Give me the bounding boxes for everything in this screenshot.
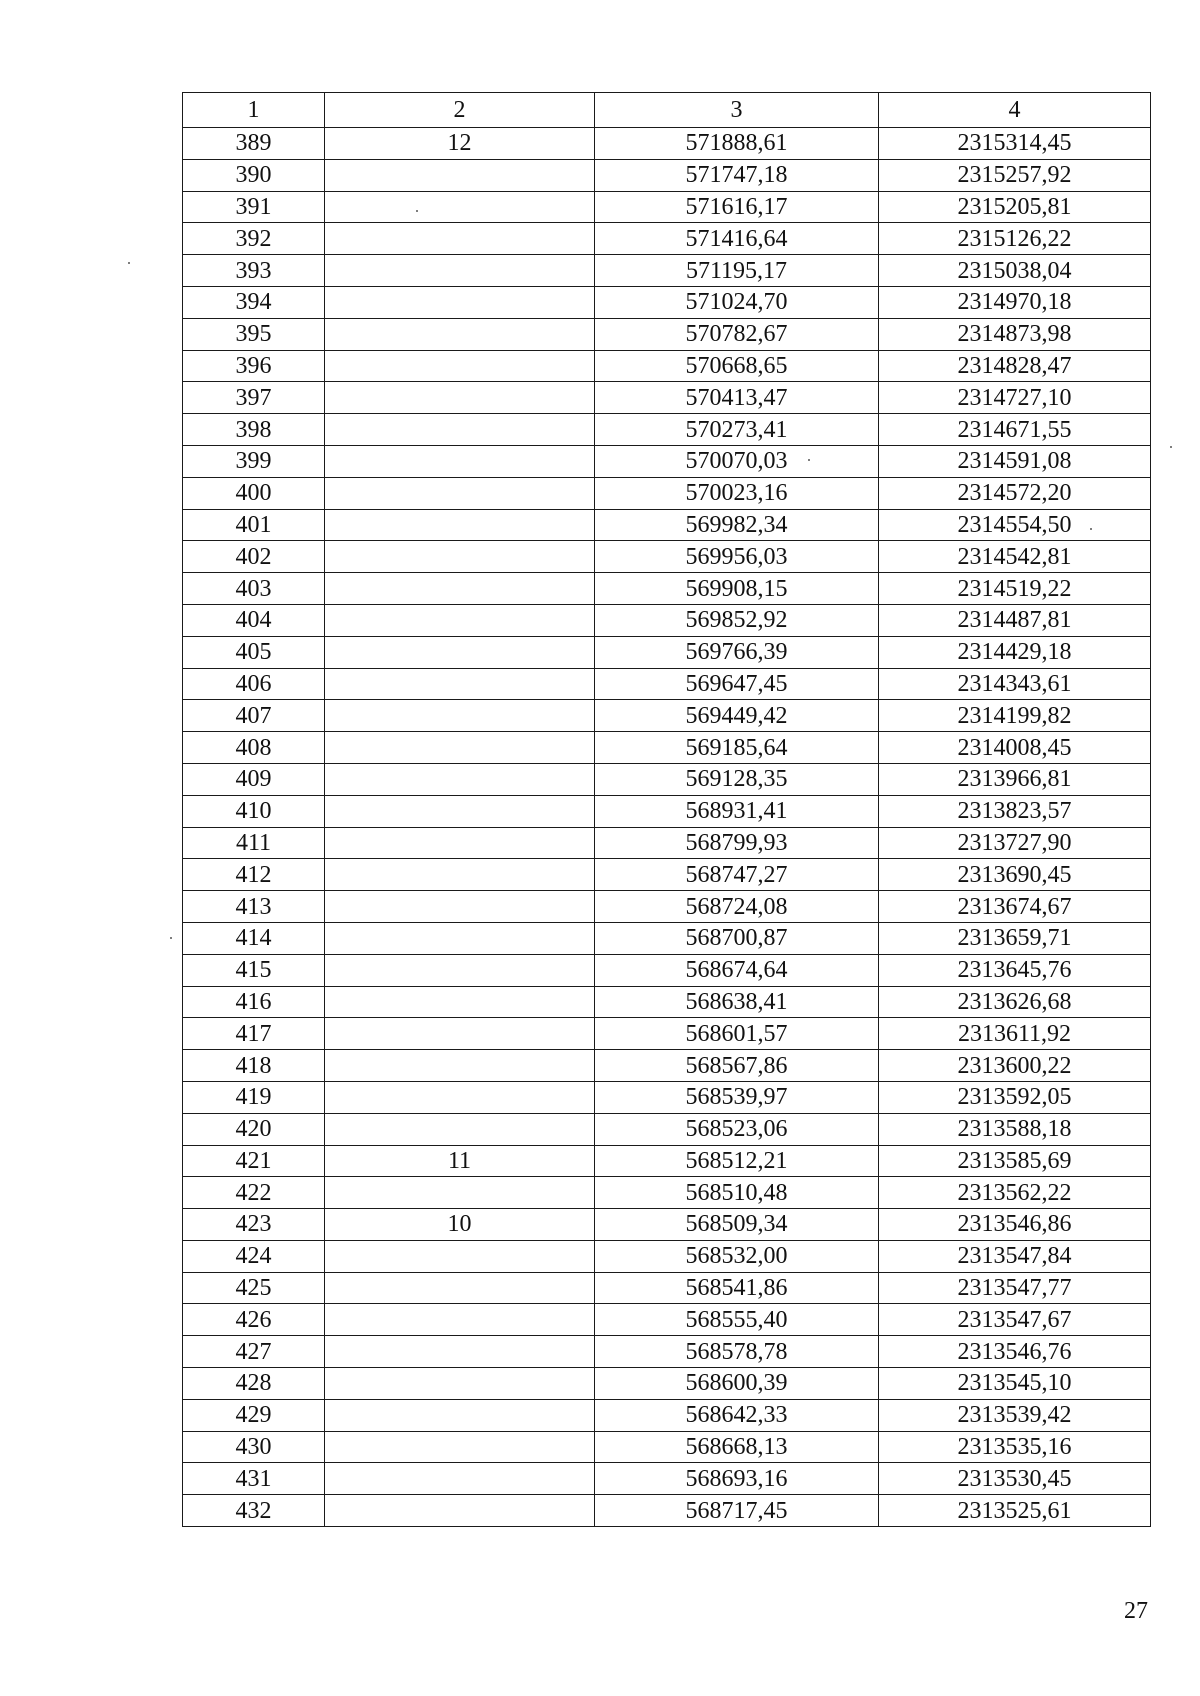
- y-coordinate-cell: 2314519,22: [879, 573, 1151, 605]
- y-coordinate-cell: 2313562,22: [879, 1177, 1151, 1209]
- section-number-cell: [325, 573, 595, 605]
- x-coordinate-cell: 568600,39: [595, 1368, 879, 1400]
- section-number-cell: [325, 414, 595, 446]
- point-number-cell: 399: [183, 445, 325, 477]
- x-coordinate-cell: 570273,41: [595, 414, 879, 446]
- table-row: [183, 636, 1151, 668]
- section-number-cell: [325, 318, 595, 350]
- section-number-cell: [325, 159, 595, 191]
- x-coordinate-cell: 569982,34: [595, 509, 879, 541]
- x-coordinate-cell: 568642,33: [595, 1399, 879, 1431]
- point-number-cell: 429: [183, 1399, 325, 1431]
- y-coordinate-cell: 2313823,57: [879, 795, 1151, 827]
- table-row: [183, 1177, 1151, 1209]
- table-row: [183, 1081, 1151, 1113]
- y-coordinate-cell: 2314429,18: [879, 636, 1151, 668]
- y-coordinate-cell: 2315126,22: [879, 223, 1151, 255]
- table-row: [183, 986, 1151, 1018]
- section-number-cell: 11: [325, 1145, 595, 1177]
- scan-speck: [808, 459, 810, 461]
- section-number-cell: [325, 477, 595, 509]
- y-coordinate-cell: 2315038,04: [879, 255, 1151, 287]
- table-row: [183, 414, 1151, 446]
- y-coordinate-cell: 2313645,76: [879, 954, 1151, 986]
- section-number-cell: [325, 1431, 595, 1463]
- y-coordinate-cell: 2315257,92: [879, 159, 1151, 191]
- y-coordinate-cell: 2313547,77: [879, 1272, 1151, 1304]
- y-coordinate-cell: 2313545,10: [879, 1368, 1151, 1400]
- section-number-cell: [325, 732, 595, 764]
- section-number-cell: [325, 1113, 595, 1145]
- table-row: [183, 1113, 1151, 1145]
- x-coordinate-cell: 568578,78: [595, 1336, 879, 1368]
- point-number-cell: 397: [183, 382, 325, 414]
- scan-speck: [170, 937, 172, 939]
- point-number-cell: 423: [183, 1209, 325, 1241]
- section-number-cell: [325, 827, 595, 859]
- y-coordinate-cell: 2314199,82: [879, 700, 1151, 732]
- y-coordinate-cell: 2313525,61: [879, 1495, 1151, 1527]
- table-row: [183, 541, 1151, 573]
- x-coordinate-cell: 571024,70: [595, 286, 879, 318]
- x-coordinate-cell: 568638,41: [595, 986, 879, 1018]
- table-row: [183, 1495, 1151, 1527]
- x-coordinate-cell: 569852,92: [595, 604, 879, 636]
- point-number-cell: 390: [183, 159, 325, 191]
- section-number-cell: [325, 1336, 595, 1368]
- x-coordinate-cell: 569956,03: [595, 541, 879, 573]
- table-row: [183, 922, 1151, 954]
- x-coordinate-cell: 569449,42: [595, 700, 879, 732]
- point-number-cell: 431: [183, 1463, 325, 1495]
- point-number-cell: 404: [183, 604, 325, 636]
- table-row: [183, 1240, 1151, 1272]
- table-row: [183, 1368, 1151, 1400]
- section-number-cell: [325, 1272, 595, 1304]
- y-coordinate-cell: 2313674,67: [879, 891, 1151, 923]
- x-coordinate-cell: 569766,39: [595, 636, 879, 668]
- section-number-cell: [325, 350, 595, 382]
- table-row: [183, 1018, 1151, 1050]
- section-number-cell: [325, 954, 595, 986]
- x-coordinate-cell: 571416,64: [595, 223, 879, 255]
- point-number-cell: 394: [183, 286, 325, 318]
- section-number-cell: [325, 223, 595, 255]
- x-coordinate-cell: 571616,17: [595, 191, 879, 223]
- x-coordinate-cell: 571747,18: [595, 159, 879, 191]
- table-row: [183, 604, 1151, 636]
- point-number-cell: 428: [183, 1368, 325, 1400]
- x-coordinate-cell: 569908,15: [595, 573, 879, 605]
- x-coordinate-cell: 570413,47: [595, 382, 879, 414]
- section-number-cell: [325, 891, 595, 923]
- section-number-cell: [325, 922, 595, 954]
- y-coordinate-cell: 2313690,45: [879, 859, 1151, 891]
- y-coordinate-cell: 2313611,92: [879, 1018, 1151, 1050]
- point-number-cell: 415: [183, 954, 325, 986]
- section-number-cell: [325, 382, 595, 414]
- header-cell-4: 4: [879, 93, 1151, 128]
- section-number-cell: [325, 509, 595, 541]
- scan-speck: [1090, 528, 1092, 530]
- point-number-cell: 403: [183, 573, 325, 605]
- y-coordinate-cell: 2314591,08: [879, 445, 1151, 477]
- section-number-cell: [325, 1368, 595, 1400]
- section-number-cell: [325, 445, 595, 477]
- y-coordinate-cell: 2314873,98: [879, 318, 1151, 350]
- point-number-cell: 422: [183, 1177, 325, 1209]
- x-coordinate-cell: 568693,16: [595, 1463, 879, 1495]
- x-coordinate-cell: 570782,67: [595, 318, 879, 350]
- table-row: [183, 1272, 1151, 1304]
- x-coordinate-cell: 568567,86: [595, 1050, 879, 1082]
- section-number-cell: [325, 541, 595, 573]
- x-coordinate-cell: 568523,06: [595, 1113, 879, 1145]
- section-number-cell: 10: [325, 1209, 595, 1241]
- x-coordinate-cell: 568668,13: [595, 1431, 879, 1463]
- table-row: [183, 1463, 1151, 1495]
- table-row: [183, 668, 1151, 700]
- section-number-cell: [325, 255, 595, 287]
- header-cell-2: 2: [325, 93, 595, 128]
- x-coordinate-cell: 570668,65: [595, 350, 879, 382]
- point-number-cell: 391: [183, 191, 325, 223]
- table-row: [183, 223, 1151, 255]
- point-number-cell: 432: [183, 1495, 325, 1527]
- x-coordinate-cell: 569185,64: [595, 732, 879, 764]
- y-coordinate-cell: 2313535,16: [879, 1431, 1151, 1463]
- point-number-cell: 424: [183, 1240, 325, 1272]
- point-number-cell: 425: [183, 1272, 325, 1304]
- table-row: [183, 795, 1151, 827]
- y-coordinate-cell: 2315314,45: [879, 128, 1151, 160]
- section-number-cell: [325, 1240, 595, 1272]
- table-row: [183, 159, 1151, 191]
- y-coordinate-cell: 2315205,81: [879, 191, 1151, 223]
- y-coordinate-cell: 2314572,20: [879, 477, 1151, 509]
- table-row: [183, 763, 1151, 795]
- table-row: [183, 573, 1151, 605]
- point-number-cell: 402: [183, 541, 325, 573]
- section-number-cell: [325, 1463, 595, 1495]
- y-coordinate-cell: 2313547,84: [879, 1240, 1151, 1272]
- x-coordinate-cell: 570023,16: [595, 477, 879, 509]
- header-cell-1: 1: [183, 93, 325, 128]
- x-coordinate-cell: 571888,61: [595, 128, 879, 160]
- section-number-cell: [325, 668, 595, 700]
- section-number-cell: [325, 1050, 595, 1082]
- point-number-cell: 406: [183, 668, 325, 700]
- point-number-cell: 408: [183, 732, 325, 764]
- point-number-cell: 416: [183, 986, 325, 1018]
- y-coordinate-cell: 2313966,81: [879, 763, 1151, 795]
- point-number-cell: 398: [183, 414, 325, 446]
- table-row: [183, 1209, 1151, 1241]
- section-number-cell: [325, 636, 595, 668]
- x-coordinate-cell: 568512,21: [595, 1145, 879, 1177]
- table-row: [183, 255, 1151, 287]
- table-row: [183, 191, 1151, 223]
- table-row: [183, 1304, 1151, 1336]
- y-coordinate-cell: 2313659,71: [879, 922, 1151, 954]
- x-coordinate-cell: 568717,45: [595, 1495, 879, 1527]
- point-number-cell: 393: [183, 255, 325, 287]
- point-number-cell: 419: [183, 1081, 325, 1113]
- section-number-cell: [325, 763, 595, 795]
- point-number-cell: 401: [183, 509, 325, 541]
- table-row: [183, 128, 1151, 160]
- table-row: [183, 859, 1151, 891]
- y-coordinate-cell: 2313547,67: [879, 1304, 1151, 1336]
- x-coordinate-cell: 568700,87: [595, 922, 879, 954]
- table-row: [183, 1399, 1151, 1431]
- x-coordinate-cell: 568541,86: [595, 1272, 879, 1304]
- point-number-cell: 407: [183, 700, 325, 732]
- x-coordinate-cell: 568539,97: [595, 1081, 879, 1113]
- y-coordinate-cell: 2314343,61: [879, 668, 1151, 700]
- x-coordinate-cell: 569128,35: [595, 763, 879, 795]
- section-number-cell: [325, 1018, 595, 1050]
- y-coordinate-cell: 2313588,18: [879, 1113, 1151, 1145]
- coordinates-table: [182, 92, 1151, 1527]
- x-coordinate-cell: 568799,93: [595, 827, 879, 859]
- y-coordinate-cell: 2314487,81: [879, 604, 1151, 636]
- section-number-cell: [325, 1399, 595, 1431]
- y-coordinate-cell: 2314828,47: [879, 350, 1151, 382]
- scan-speck: [1170, 446, 1172, 448]
- table-row: [183, 286, 1151, 318]
- point-number-cell: 420: [183, 1113, 325, 1145]
- y-coordinate-cell: 2313727,90: [879, 827, 1151, 859]
- point-number-cell: 400: [183, 477, 325, 509]
- table-body: [183, 93, 1151, 1527]
- table-row: [183, 1145, 1151, 1177]
- point-number-cell: 430: [183, 1431, 325, 1463]
- table-row: [183, 318, 1151, 350]
- x-coordinate-cell: 568674,64: [595, 954, 879, 986]
- point-number-cell: 421: [183, 1145, 325, 1177]
- x-coordinate-cell: 568724,08: [595, 891, 879, 923]
- x-coordinate-cell: 568747,27: [595, 859, 879, 891]
- scan-speck: [416, 210, 418, 212]
- y-coordinate-cell: 2313539,42: [879, 1399, 1151, 1431]
- table-header-row: [183, 93, 1151, 128]
- table-row: [183, 477, 1151, 509]
- table-row: [183, 350, 1151, 382]
- page-number: 27: [1124, 1598, 1148, 1624]
- table-row: [183, 827, 1151, 859]
- x-coordinate-cell: 568509,34: [595, 1209, 879, 1241]
- scan-speck: [128, 262, 130, 264]
- y-coordinate-cell: 2313626,68: [879, 986, 1151, 1018]
- table-row: [183, 954, 1151, 986]
- point-number-cell: 427: [183, 1336, 325, 1368]
- header-cell-3: 3: [595, 93, 879, 128]
- y-coordinate-cell: 2314970,18: [879, 286, 1151, 318]
- table-row: [183, 1431, 1151, 1463]
- y-coordinate-cell: 2313600,22: [879, 1050, 1151, 1082]
- y-coordinate-cell: 2313546,76: [879, 1336, 1151, 1368]
- point-number-cell: 417: [183, 1018, 325, 1050]
- section-number-cell: 12: [325, 128, 595, 160]
- table-row: [183, 891, 1151, 923]
- y-coordinate-cell: 2313530,45: [879, 1463, 1151, 1495]
- x-coordinate-cell: 571195,17: [595, 255, 879, 287]
- section-number-cell: [325, 191, 595, 223]
- point-number-cell: 414: [183, 922, 325, 954]
- table-row: [183, 445, 1151, 477]
- x-coordinate-cell: 568555,40: [595, 1304, 879, 1336]
- table-row: [183, 732, 1151, 764]
- section-number-cell: [325, 700, 595, 732]
- section-number-cell: [325, 986, 595, 1018]
- y-coordinate-cell: 2314542,81: [879, 541, 1151, 573]
- section-number-cell: [325, 286, 595, 318]
- y-coordinate-cell: 2314727,10: [879, 382, 1151, 414]
- table-row: [183, 382, 1151, 414]
- point-number-cell: 413: [183, 891, 325, 923]
- point-number-cell: 418: [183, 1050, 325, 1082]
- table-row: [183, 1336, 1151, 1368]
- x-coordinate-cell: 568601,57: [595, 1018, 879, 1050]
- table-row: [183, 1050, 1151, 1082]
- x-coordinate-cell: 569647,45: [595, 668, 879, 700]
- section-number-cell: [325, 1081, 595, 1113]
- y-coordinate-cell: 2313546,86: [879, 1209, 1151, 1241]
- x-coordinate-cell: 568532,00: [595, 1240, 879, 1272]
- section-number-cell: [325, 1304, 595, 1336]
- x-coordinate-cell: 570070,03: [595, 445, 879, 477]
- point-number-cell: 392: [183, 223, 325, 255]
- section-number-cell: [325, 1177, 595, 1209]
- table-row: [183, 700, 1151, 732]
- y-coordinate-cell: 2313592,05: [879, 1081, 1151, 1113]
- y-coordinate-cell: 2314671,55: [879, 414, 1151, 446]
- point-number-cell: 426: [183, 1304, 325, 1336]
- point-number-cell: 411: [183, 827, 325, 859]
- point-number-cell: 396: [183, 350, 325, 382]
- y-coordinate-cell: 2313585,69: [879, 1145, 1151, 1177]
- section-number-cell: [325, 795, 595, 827]
- point-number-cell: 409: [183, 763, 325, 795]
- x-coordinate-cell: 568931,41: [595, 795, 879, 827]
- y-coordinate-cell: 2314008,45: [879, 732, 1151, 764]
- table-row: [183, 509, 1151, 541]
- point-number-cell: 395: [183, 318, 325, 350]
- y-coordinate-cell: 2314554,50: [879, 509, 1151, 541]
- section-number-cell: [325, 859, 595, 891]
- x-coordinate-cell: 568510,48: [595, 1177, 879, 1209]
- point-number-cell: 389: [183, 128, 325, 160]
- section-number-cell: [325, 1495, 595, 1527]
- point-number-cell: 412: [183, 859, 325, 891]
- point-number-cell: 405: [183, 636, 325, 668]
- section-number-cell: [325, 604, 595, 636]
- point-number-cell: 410: [183, 795, 325, 827]
